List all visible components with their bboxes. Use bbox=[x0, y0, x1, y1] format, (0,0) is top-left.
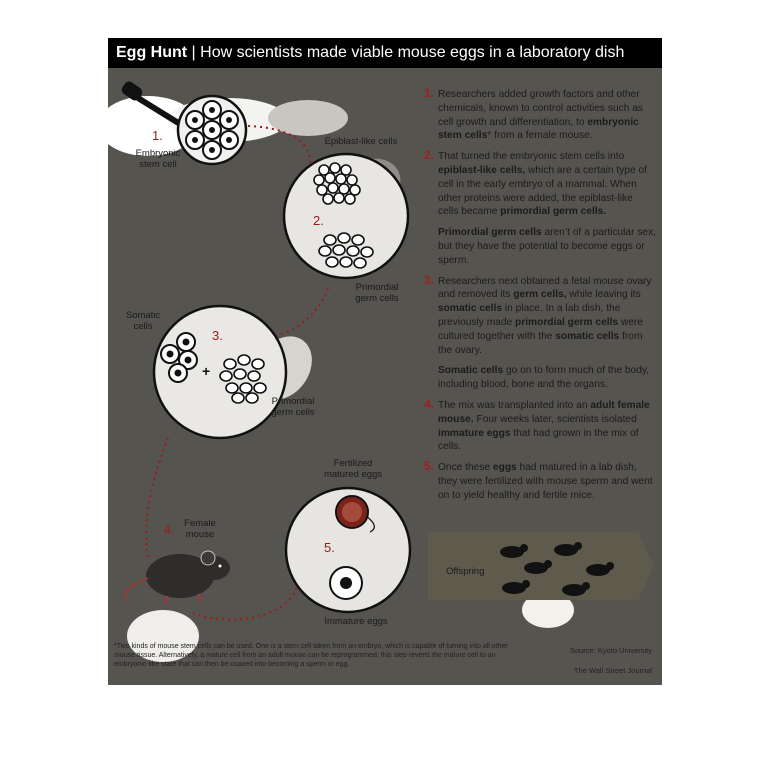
step-2-text-b: which are a certain type of cell in the early embryo of a mammal. When other proteins were added, the epiblast-like cells became bbox=[438, 164, 647, 218]
step-2-note-bold: Primordial germ cells bbox=[438, 227, 542, 239]
step-1-number: 1. bbox=[424, 86, 435, 100]
label-embryonic: Embryonic stem cell bbox=[135, 148, 181, 170]
female-mouse-icon bbox=[125, 551, 230, 604]
label-offspring: Offspring bbox=[446, 566, 485, 577]
step-3-bold-b: somatic cells bbox=[438, 303, 502, 315]
step-2-number: 2. bbox=[424, 148, 435, 163]
infographic-panel bbox=[108, 38, 662, 685]
step-5-text-b: had matured in a lab dish, they were fertilized with mouse sperm and went on to yield healthy and fertile mice. bbox=[438, 462, 653, 501]
step-4-text-c: that had grown in the mix of cells. bbox=[438, 427, 639, 453]
svg-text:+: + bbox=[202, 363, 211, 379]
step-5-bold-a: eggs bbox=[492, 462, 517, 474]
step-3-number: 3. bbox=[424, 272, 435, 287]
step-3-note-bold: Somatic cells bbox=[438, 365, 504, 377]
step-3 bbox=[424, 272, 656, 358]
steps-column bbox=[424, 88, 656, 510]
label-primordial-2: Primordial germ cells bbox=[271, 396, 315, 418]
step-3-note-text: go on to form much of the body, including blood, bone and the organs. bbox=[438, 365, 650, 391]
label-fertilized: Fertilized matured eggs bbox=[323, 458, 383, 480]
label-step-3: 3. bbox=[212, 328, 223, 343]
step-4-bold-b: immature eggs bbox=[438, 427, 511, 439]
label-step-4: 4. bbox=[164, 522, 175, 537]
step-4 bbox=[424, 396, 656, 454]
title-bold: Egg Hunt bbox=[116, 44, 188, 61]
step-3-note bbox=[424, 364, 656, 392]
label-step-2: 2. bbox=[313, 213, 324, 228]
step-2-note-text: aren’t of a particular sex, but they have the potential to become eggs or sperm. bbox=[438, 227, 657, 266]
step-3-bold-c: primordial germ cells bbox=[515, 316, 619, 328]
label-female: Female mouse bbox=[184, 518, 216, 540]
step-2-text-a: That turned the embryonic stem cells into bbox=[438, 151, 625, 163]
label-primordial-1: Primordial germ cells bbox=[355, 282, 399, 304]
step-5-text-a: Once these bbox=[438, 462, 493, 474]
step-4-bold-a: adult female mouse. bbox=[438, 399, 650, 425]
step-5-number: 5. bbox=[424, 459, 435, 474]
step-3-text-d: were cultured together with the bbox=[438, 316, 643, 342]
step-1 bbox=[424, 88, 656, 143]
step-4-text-b: Four weeks later, scientists isolated bbox=[473, 413, 637, 425]
step-1-text-a: Researchers added growth factors and other chemicals, known to control activities such as cell growth and differentiation, to bbox=[438, 89, 643, 128]
label-immature: Immature eggs bbox=[324, 616, 388, 627]
step-2-note bbox=[424, 226, 656, 267]
step-4-text-a: The mix was transplanted into an bbox=[438, 399, 591, 411]
source-credit: Source: Kyoto University bbox=[569, 646, 652, 655]
step-3-bold-a: germ cells, bbox=[513, 289, 567, 301]
step-3-text-e: from the ovary. bbox=[438, 330, 643, 356]
culture-circle bbox=[154, 306, 286, 438]
step-1-bold-a: embryonic stem cells bbox=[438, 116, 639, 142]
step-5 bbox=[424, 461, 656, 502]
footnote: *Two kinds of mouse stem cells can be used. One is a stem cell taken from an embryo, which is capable of turning into all other mouse tissue. Alternatively, a mature cell from an adult mouse can be reprogrammed; this step reverts the mature cell to an embryonic-like state that can then be coaxed into becoming a sperm or egg. bbox=[114, 643, 508, 668]
step-1-text-b: * from a female mouse. bbox=[487, 130, 593, 142]
step-3-text-c: in place. In a lab dish, the previously made bbox=[438, 303, 621, 328]
epiblast-circle bbox=[284, 154, 408, 278]
title-rest: | How scientists made viable mouse eggs in a laboratory dish bbox=[191, 44, 625, 61]
step-2-bold-a: epiblast-like cells, bbox=[438, 164, 526, 176]
label-somatic: Somatic cells bbox=[125, 310, 161, 332]
step-2-bold-b: primordial germ cells. bbox=[500, 206, 607, 218]
label-step-1: 1. bbox=[152, 128, 163, 143]
step-2 bbox=[424, 150, 656, 219]
eggs-circle bbox=[286, 488, 410, 612]
publisher-credit: The Wall Street Journal bbox=[573, 666, 652, 675]
embryonic-stem-cell-circle bbox=[178, 96, 246, 164]
step-3-bold-d: somatic cells bbox=[555, 330, 620, 342]
label-epiblast: Epiblast-like cells bbox=[324, 136, 398, 147]
step-3-text-a: Researchers next obtained a fetal mouse ovary and removed its bbox=[438, 275, 652, 301]
step-4-number: 4. bbox=[424, 396, 435, 411]
step-3-text-b: while leaving its bbox=[566, 289, 641, 301]
label-step-5: 5. bbox=[324, 540, 335, 555]
